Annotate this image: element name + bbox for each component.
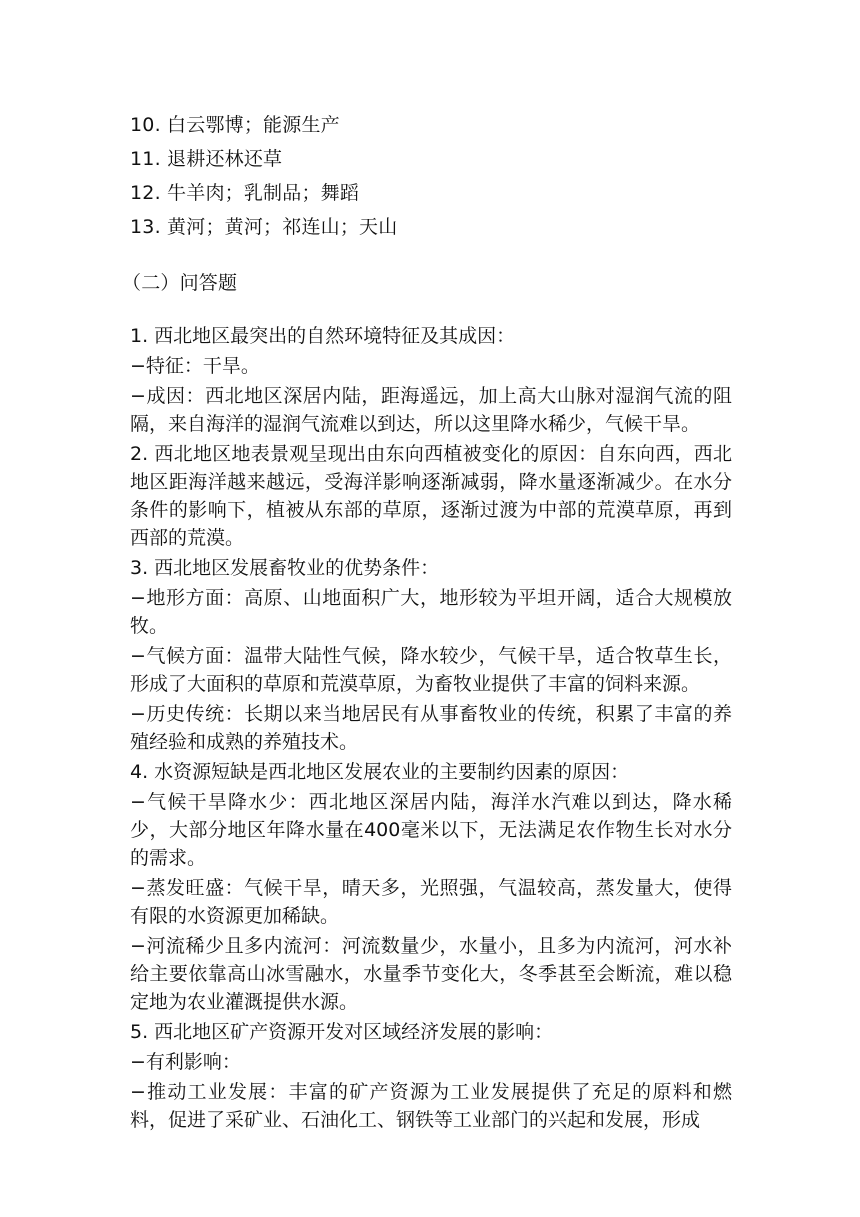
section-title: （二）问答题 bbox=[122, 272, 238, 294]
qa-5-industry: −推动工业发展：丰富的矿产资源为工业发展提供了充足的原料和燃料，促进了采矿业、石油化工、钢铁等工业部门的兴起和发展，形成 bbox=[130, 1081, 732, 1131]
document-page bbox=[122, 108, 732, 1136]
qa-1-feature: −特征：干旱。 bbox=[130, 355, 260, 377]
qa-1-heading: 1. 西北地区最突出的自然环境特征及其成因： bbox=[130, 325, 516, 347]
qa-3-terrain: −地形方面：高原、山地面积广大，地形较为平坦开阔，适合大规模放牧。 bbox=[130, 587, 732, 637]
qa-1-cause: −成因：西北地区深居内陆，距海遥远，加上高大山脉对湿润气流的阻隔，来自海洋的湿润气流难以到达，所以这里降水稀少，气候干旱。 bbox=[130, 385, 732, 435]
qa-4-rivers: −河流稀少且多内流河：河流数量少，水量小，且多为内流河，河水补给主要依靠高山冰雪融水，水量季节变化大，冬季甚至会断流，难以稳定地为农业灌溉提供水源。 bbox=[130, 935, 732, 1013]
qa-5-heading: 5. 西北地区矿产资源开发对区域经济发展的影响： bbox=[130, 1021, 554, 1043]
qa-3-climate: −气候方面：温带大陆性气候，降水较少，气候干旱，适合牧草生长，形成了大面积的草原和荒漠草原，为畜牧业提供了丰富的饲料来源。 bbox=[130, 645, 732, 695]
answer-12: 12. 牛羊肉；乳制品；舞蹈 bbox=[130, 182, 360, 204]
answer-10: 10. 白云鄂博；能源生产 bbox=[130, 114, 340, 136]
answer-11: 11. 退耕还林还草 bbox=[130, 148, 283, 170]
answer-13: 13. 黄河；黄河；祁连山；天山 bbox=[130, 216, 398, 238]
qa-4-climate: −气候干旱降水少：西北地区深居内陆，海洋水汽难以到达，降水稀少，大部分地区年降水量在400毫米以下，无法满足农作物生长对水分的需求。 bbox=[130, 791, 732, 869]
fill-answers bbox=[130, 108, 732, 244]
qa-3-heading: 3. 西北地区发展畜牧业的优势条件： bbox=[130, 557, 440, 579]
qa-4-evaporation: −蒸发旺盛：气候干旱，晴天多，光照强，气温较高，蒸发量大，使得有限的水资源更加稀缺。 bbox=[130, 877, 732, 927]
qa-2: 2. 西北地区地表景观呈现出由东向西植被变化的原因：自东向西，西北地区距海洋越来越远，受海洋影响逐渐减弱，降水量逐渐减少。在水分条件的影响下，植被从东部的草原，逐渐过渡为中部的荒漠草原，再到西部的荒漠。 bbox=[130, 443, 732, 549]
qa-section bbox=[130, 322, 732, 1134]
qa-5-positive: −有利影响： bbox=[130, 1051, 241, 1073]
qa-4-heading: 4. 水资源短缺是西北地区发展农业的主要制约因素的原因： bbox=[130, 761, 630, 783]
qa-3-tradition: −历史传统：长期以来当地居民有从事畜牧业的传统，积累了丰富的养殖经验和成熟的养殖技术。 bbox=[130, 703, 732, 753]
